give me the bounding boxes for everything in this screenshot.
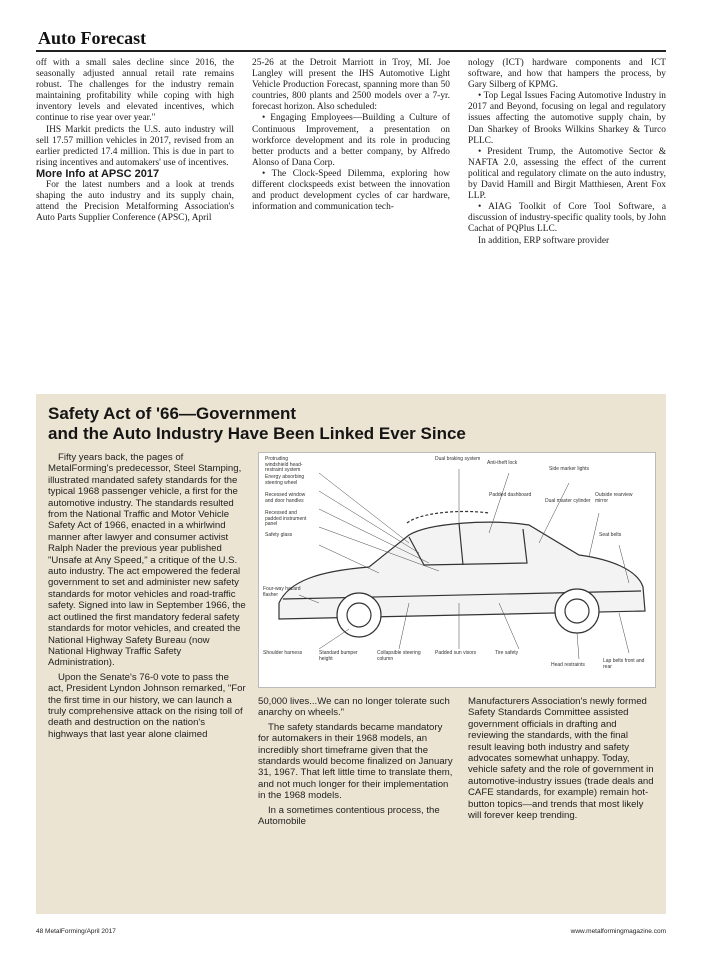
sidebar-column-1 <box>48 452 246 743</box>
paragraph: off with a small sales decline since 2016, the seasonally adjusted annual retail rate remains robust. The challenges for the industry remain maintaining profitability while coping with high inventory levels and elevated incentives, which continue to rise year over year." <box>36 58 234 124</box>
footer-url: www.metalformingmagazine.com <box>570 928 666 935</box>
callout-label: Outside rearview mirror <box>595 492 633 504</box>
callout-label: Shoulder harness <box>263 650 303 656</box>
paragraph: Fifty years back, the pages of MetalForming's predecessor, Steel Stamping, illustrated mandated safety standards for the typical 1968 passenger vehicle, a first for the automotive industry. The standards resulted from the National Traffic and Motor Vehicle Safety Act of 1966, enacted in a whirlwind manner after lawyer and consumer activist Ralph Nader the previous year published "Unsafe at Any Speed," a critique of the U.S. auto industry. The act empowered the federal government to set and administer new safety standards for motor vehicles and road-traffic safety. Signed into law in September 1966, the act outlined the first mandatory federal safety standards for motor vehicles, and created the National Highway Safety Bureau (now National Highway Traffic Safety Administration). <box>48 452 246 669</box>
callout-label: Head restraints <box>551 662 585 668</box>
article-column-1 <box>36 58 234 224</box>
paragraph: • The Clock-Speed Dilemma, exploring how different clockspeeds exist between the innovation and product development cycles of car hardware, information and communication tech- <box>252 168 450 213</box>
callout-label: Tire safety <box>495 650 519 656</box>
paragraph: nology (ICT) hardware components and ICT software, and how that hampers the process, by Gary Silberg of KPMG. <box>468 58 666 91</box>
section-title: Auto Forecast <box>38 28 147 48</box>
callout-label: Collapsible steering column <box>377 650 421 662</box>
callout-label: Recessed window and door handles <box>265 492 306 504</box>
paragraph: Manufacturers Association's newly formed Safety Standards Committee assisted government officials in drafting and reviewing the standards, with the final result leaving both industry and safety advocates somewhat unhappy. Today, vehicle safety and the role of government in automotive-industry issues (trade deals and CAFE standards, for example) remain hot-button topics—and trends that most likely will forever keep trending. <box>468 696 654 822</box>
paragraph: 50,000 lives...We can no longer tolerate such anarchy on wheels." <box>258 696 450 719</box>
callout-label: Padded dashboard <box>489 492 532 498</box>
paragraph: The safety standards became mandatory for automakers in their 1968 models, an incredibly short timeframe given that the standards would become finalized on January 31, 1967. That left little time to translate them, and not much longer for their implementation in the 1968 models. <box>258 721 453 802</box>
callout-label: Energy absorbing steering wheel <box>265 474 305 486</box>
callout-label: Dual braking system <box>435 456 481 462</box>
paragraph: For the latest numbers and a look at trends shaping the auto industry and its supply chain, attend the Precision Metalforming Association's Auto Parts Supplier Conference (APSC), April <box>36 180 234 224</box>
callout-label: Seat belts <box>599 532 622 538</box>
callout-label: Dual master cylinder <box>545 498 591 504</box>
car-safety-illustration <box>258 452 656 688</box>
article-column-3 <box>468 58 666 247</box>
footer-page-info: 48 MetalForming/April 2017 <box>36 928 116 935</box>
callout-label: Protruding windshield head-restraint system <box>265 456 303 474</box>
paragraph: IHS Markit predicts the U.S. auto industry will sell 17.57 million vehicles in 2017, revised from an earlier predicted 17.4 million. This is due in part to rising incentives and automakers' use of incentives. <box>36 124 234 168</box>
paragraph: 25-26 at the Detroit Marriott in Troy, MI. Joe Langley will present the IHS Automotive Light Vehicle Production Forecast, spanning more than 50 countries, 800 plants and 2500 models over a 7-yr. forecast horizon. Also scheduled: <box>252 58 450 113</box>
paragraph: • President Trump, the Automotive Sector & NAFTA 2.0, assessing the effect of the current political and regulatory climate on the auto industry, by David Hamill and Birgit Matthiesen, Arent Fox LLP. <box>468 146 666 202</box>
article-column-2 <box>252 58 450 213</box>
sidebar-title-line: Safety Act of '66—Government <box>48 404 297 423</box>
sidebar-column-2 <box>258 696 456 830</box>
callout-label: Recessed and padded instrument panel <box>265 510 307 528</box>
paragraph: In addition, ERP software provider <box>478 235 610 246</box>
paragraph: • Top Legal Issues Facing Automotive Industry in 2017 and Beyond, focusing on legal and regulatory issues affecting the automotive supply chain, by Dan Sharkey of Brooks Wilkins Sharkey & Turco PLLC. <box>468 91 666 146</box>
callout-label: Lap belts front and rear <box>603 658 645 670</box>
paragraph: • AIAG Toolkit of Core Tool Software, a discussion of industry-specific quality tools, by John Cachat of PQPlus LLC. <box>468 202 666 235</box>
paragraph: • Engaging Employees—Building a Culture of Continuous Improvement, a presentation on workforce development and its role in producing better products and a better company, by Alfredo Alonso of Dana Corp. <box>252 113 450 168</box>
sidebar-title-line: and the Auto Industry Have Been Linked Ever Since <box>48 424 466 443</box>
callout-label: Four-way hazard flasher <box>263 586 301 598</box>
subheading: More Info at APSC 2017 <box>36 167 160 180</box>
callout-label: Side marker lights <box>549 466 590 472</box>
callout-label: Padded sun visors <box>435 650 477 656</box>
callout-label: Safety glass <box>265 532 293 538</box>
sidebar-column-3 <box>468 696 654 824</box>
sidebar-title <box>48 404 648 444</box>
paragraph: Upon the Senate's 76-0 vote to pass the act, President Lyndon Johnson remarked, "For the first time in our history, we can launch a truly comprehensive attack on the rising toll of death and destruction on the nation's highways that last year alone claimed <box>48 671 246 740</box>
page-header <box>36 28 666 52</box>
sidebar-box <box>36 394 666 914</box>
callout-label: Standard bumper height <box>319 650 358 662</box>
callout-label: Anti-theft lock <box>487 460 518 466</box>
paragraph: In a sometimes contentious process, the Automobile <box>258 804 440 828</box>
